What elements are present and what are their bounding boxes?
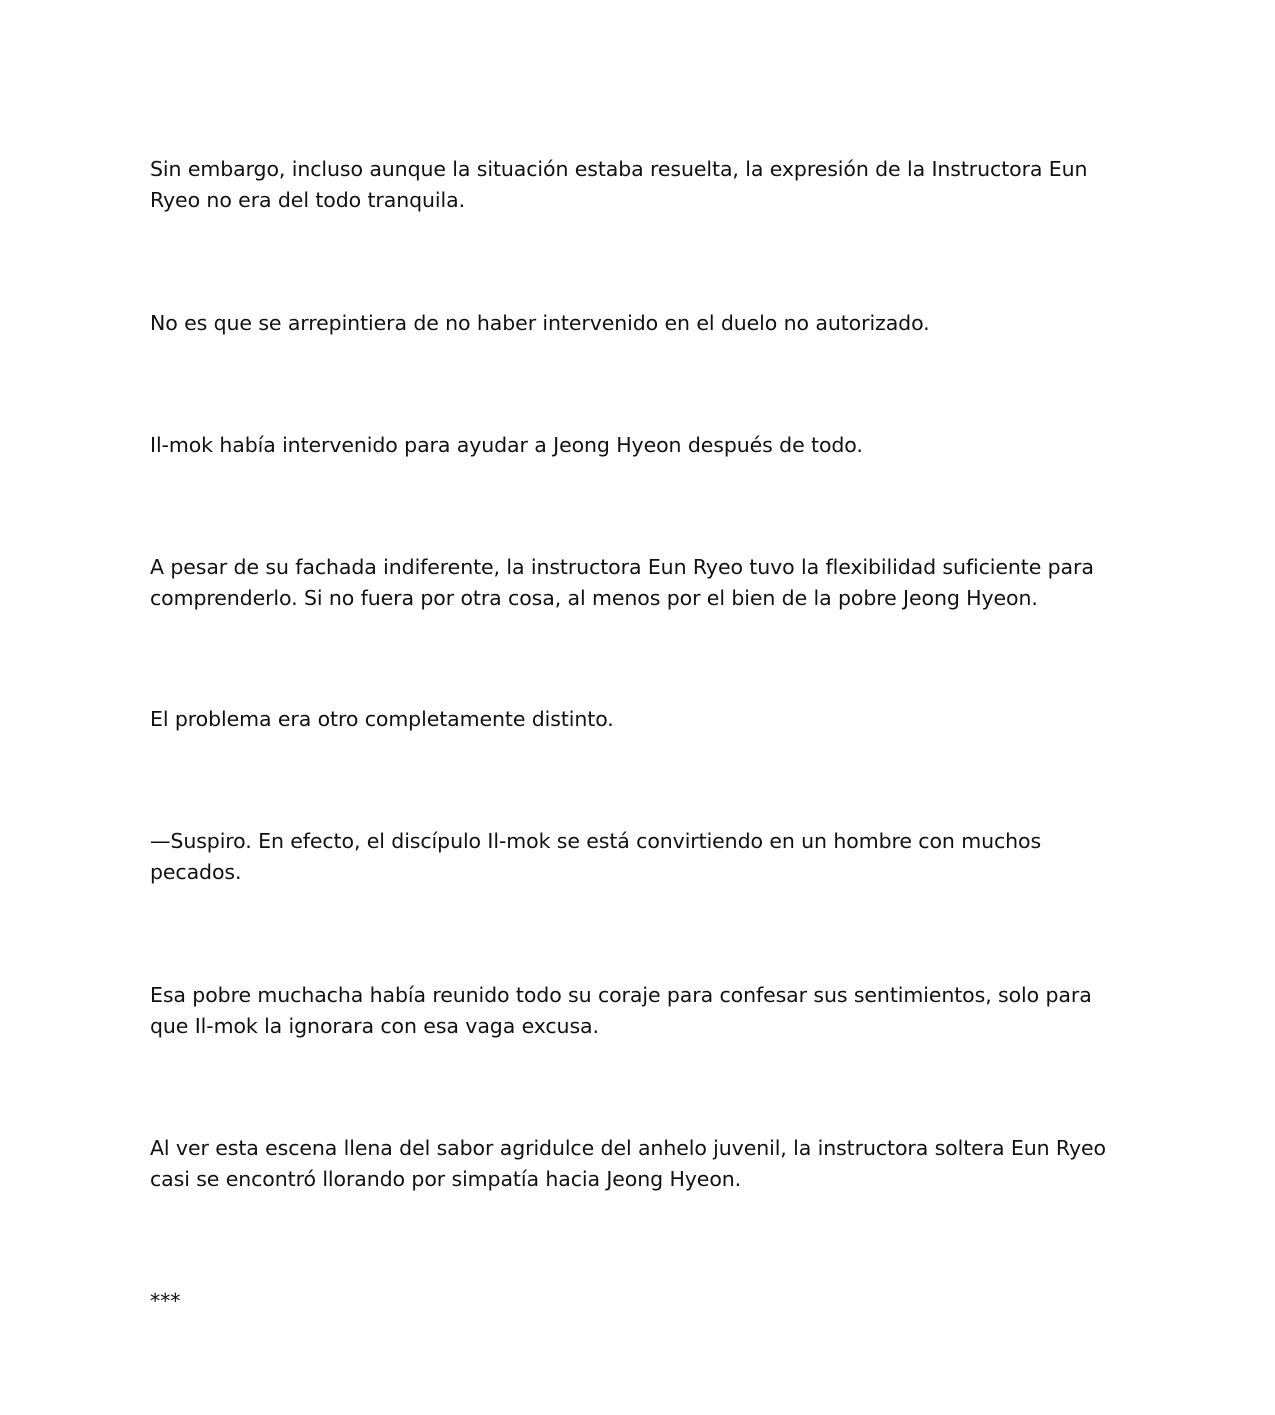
paragraph-3: Il-mok había intervenido para ayudar a Jeong Hyeon después de todo. [150, 433, 863, 457]
paragraph-7: Esa pobre muchacha había reunido todo su coraje para confesar sus sentimientos, solo para que Il-mok la ignorara con esa vaga excusa. [150, 983, 1092, 1038]
scene-break: *** [150, 1289, 181, 1313]
paragraph-2: No es que se arrepintiera de no haber intervenido en el duelo no autorizado. [150, 311, 930, 335]
paragraph-4: A pesar de su fachada indiferente, la instructora Eun Ryeo tuvo la flexibilidad suficiente para comprenderlo. Si no fuera por otra cosa, al menos por el bien de la pobre Jeong Hyeon. [150, 555, 1094, 610]
paragraph-5: El problema era otro completamente distinto. [150, 707, 614, 731]
paragraph-6: —Suspiro. En efecto, el discípulo Il-mok se está convirtiendo en un hombre con muchos pecados. [150, 829, 1042, 884]
paragraph-8: Al ver esta escena llena del sabor agridulce del anhelo juvenil, la instructora soltera Eun Ryeo casi se encontró llorando por simpatía hacia Jeong Hyeon. [150, 1136, 1106, 1191]
paragraph-1: Sin embargo, incluso aunque la situación estaba resuelta, la expresión de la Instructora Eun Ryeo no era del todo tranquila. [150, 157, 1088, 212]
